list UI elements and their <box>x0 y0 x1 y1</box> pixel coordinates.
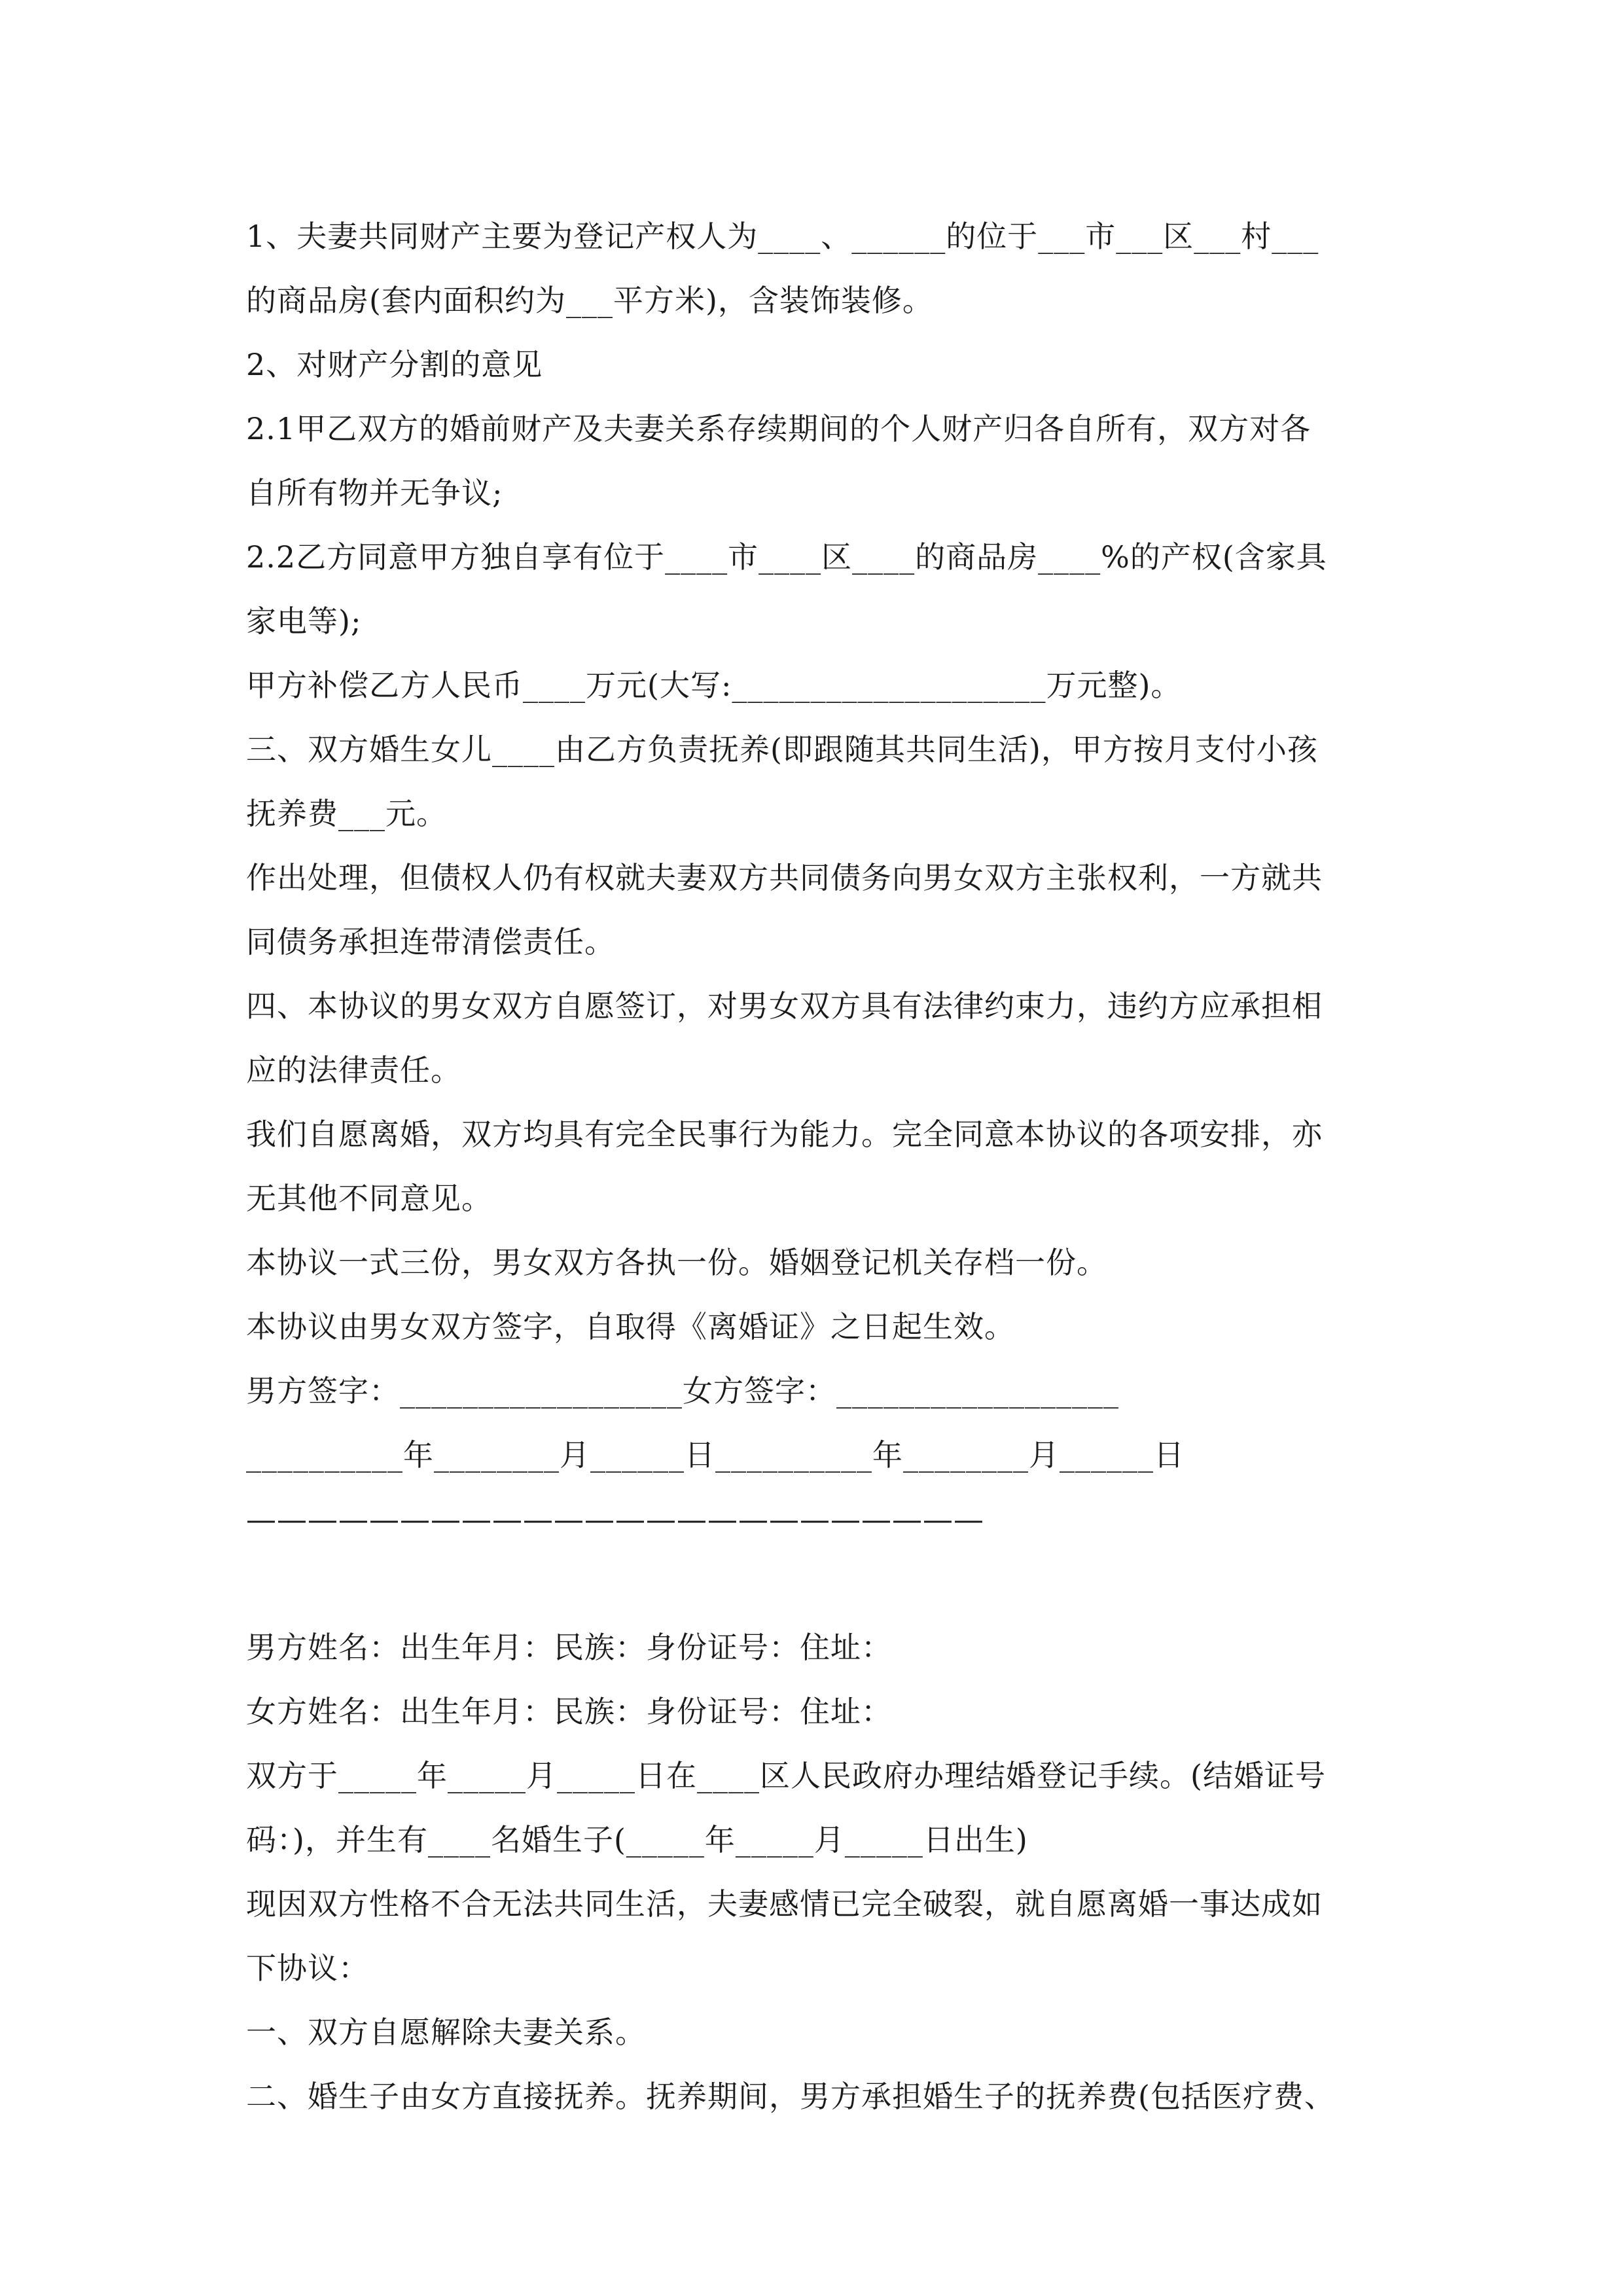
text-line: 女方姓名：出生年月：民族：身份证号：住址： <box>246 1694 892 1729</box>
text-line: 的商品房(套内面积约为___平方米)，含装饰装修。 <box>246 283 933 318</box>
text-line: 2.1甲乙双方的婚前财产及夫妻关系存续期间的个人财产归各自所有，双方对各 <box>246 411 1311 446</box>
text-line: 现因双方性格不合无法共同生活，夫妻感情已完全破裂，就自愿离婚一事达成如 <box>246 1886 1323 1922</box>
text-line: 三、双方婚生女儿____由乙方负责抚养(即跟随其共同生活)，甲方按月支付小孩 <box>246 732 1318 767</box>
signature-line: 男方签字：__________________女方签字：__________________ <box>246 1373 1119 1408</box>
text-line: 四、本协议的男女双方自愿签订，对男女双方具有法律约束力，违约方应承担相 <box>246 988 1323 1024</box>
text-line: 男方姓名：出生年月：民族：身份证号：住址： <box>246 1630 892 1665</box>
section-gap <box>246 1551 1381 1615</box>
text-line: 2.2乙方同意甲方独自享有位于____市____区____的商品房____%的产权(含家具 <box>246 539 1327 575</box>
text-line: 我们自愿离婚，双方均具有完全民事行为能力。完全同意本协议的各项安排，亦 <box>246 1117 1323 1152</box>
text-line: 下协议： <box>246 1950 369 1986</box>
text-line: 码：)，并生有____名婚生子(_____年_____月_____日出生) <box>246 1822 1028 1857</box>
text-line: 家电等); <box>246 603 362 639</box>
text-line: 本协议由男女双方签字，自取得《离婚证》之日起生效。 <box>246 1309 1015 1344</box>
text-line: 2、对财产分割的意见 <box>246 347 543 382</box>
text-line: 一、双方自愿解除夫妻关系。 <box>246 2015 646 2050</box>
text-line: 同债务承担连带清偿责任。 <box>246 924 615 960</box>
text-line: 应的法律责任。 <box>246 1052 461 1088</box>
date-line: __________年________月______日__________年________月______日 <box>246 1437 1185 1473</box>
text-line: 本协议一式三份，男女双方各执一份。婚姻登记机关存档一份。 <box>246 1245 1107 1280</box>
document-page <box>246 204 1381 2128</box>
separator-line: ———————————————————————— <box>246 1501 984 1537</box>
text-line: 二、婚生子由女方直接抚养。抚养期间，男方承担婚生子的抚养费(包括医疗费、 <box>246 2079 1335 2114</box>
text-line: 自所有物并无争议; <box>246 475 503 511</box>
text-line: 作出处理，但债权人仍有权就夫妻双方共同债务向男女双方主张权利，一方就共 <box>246 860 1323 895</box>
text-line: 双方于_____年_____月_____日在____区人民政府办理结婚登记手续。(结婚证号 <box>246 1758 1326 1793</box>
text-line: 抚养费___元。 <box>246 796 447 831</box>
text-line: 无其他不同意见。 <box>246 1181 492 1216</box>
text-line: 1、夫妻共同财产主要为登记产权人为____、______的位于___市___区___村___ <box>246 219 1319 254</box>
text-line: 甲方补偿乙方人民币____万元(大写:____________________万元整)。 <box>246 668 1182 703</box>
